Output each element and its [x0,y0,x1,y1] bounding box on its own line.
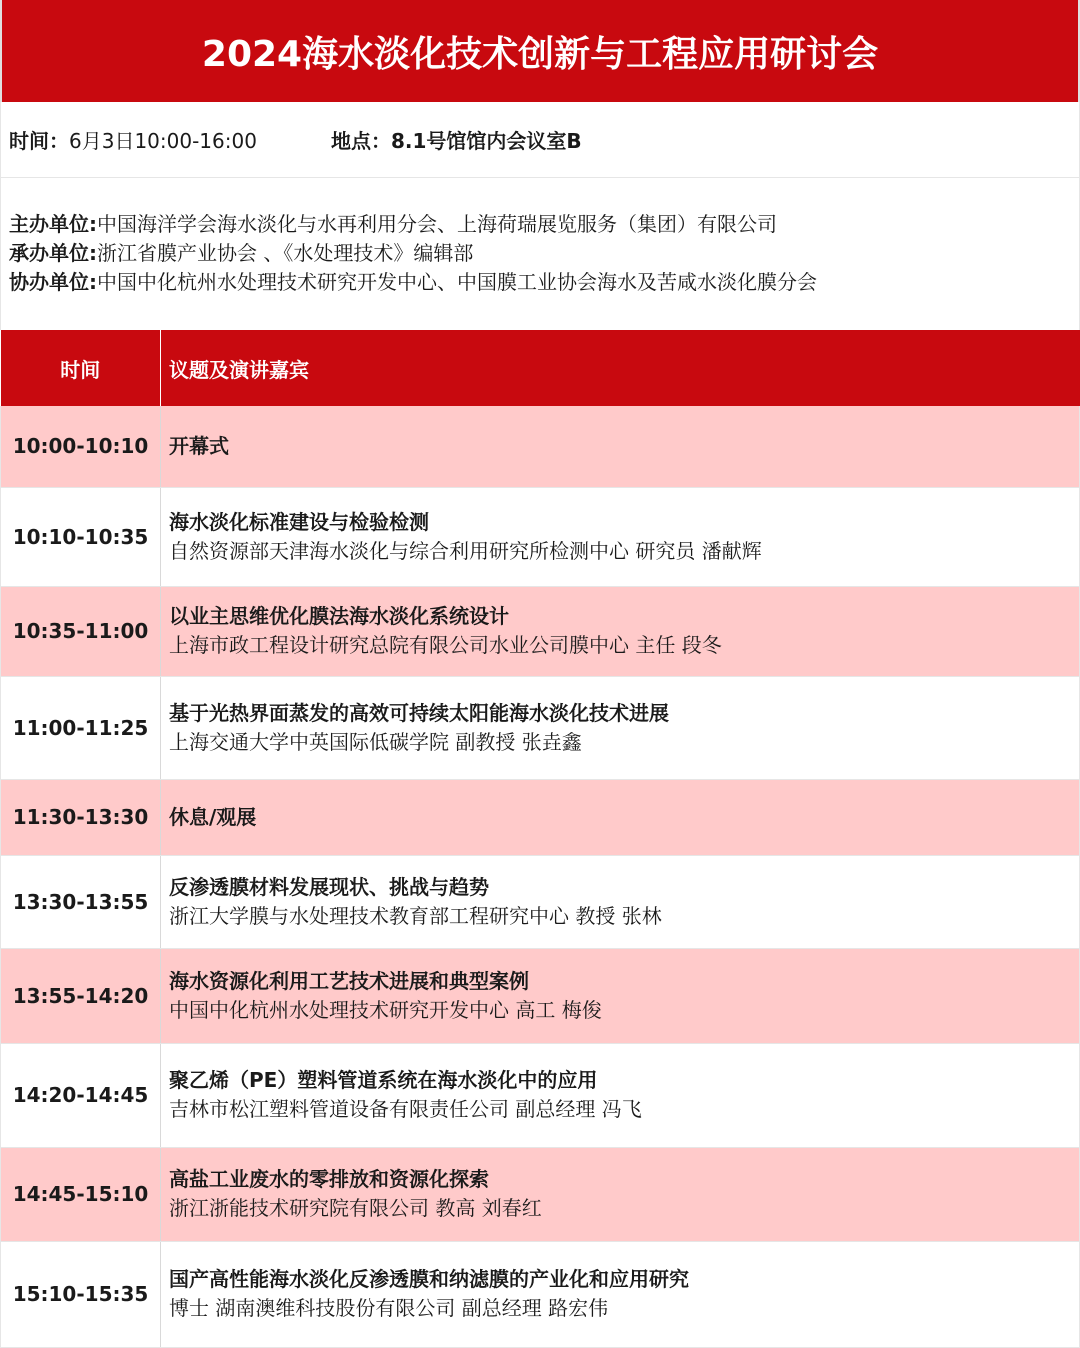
host-line [9,210,1079,239]
row-speaker: 自然资源部天津海水淡化与综合利用研究所检测中心 研究员 潘献辉 [169,538,762,563]
row-time: 11:00-11:25 [1,676,161,779]
event-time [9,125,331,154]
row-topic: 基于光热界面蒸发的高效可持续太阳能海水淡化技术进展 [169,700,669,725]
header-topic: 议题及演讲嘉宾 [169,357,309,382]
row-content [161,779,1080,855]
organizers-block [0,178,1080,330]
agenda-table [0,330,1080,1348]
row-time: 10:10-10:35 [1,487,161,586]
row-topic: 反渗透膜材料发展现状、挑战与趋势 [169,874,489,899]
row-time: 10:35-11:00 [1,586,161,676]
row-speaker: 吉林市松江塑料管道设备有限责任公司 副总经理 冯飞 [169,1097,642,1121]
table-row [1,487,1080,586]
co-organizer-line [9,268,1079,297]
table-row [1,1043,1080,1147]
row-content [161,1043,1080,1147]
row-time: 13:30-13:55 [1,855,161,948]
row-time: 10:00-10:10 [1,406,161,487]
row-content [161,676,1080,779]
row-content [161,586,1080,676]
table-row [1,1147,1080,1241]
venue-value: 8.1号馆馆内会议室B [391,129,582,153]
row-topic: 开幕式 [169,433,229,458]
row-content [161,1241,1080,1347]
row-time: 14:20-14:45 [1,1043,161,1147]
row-speaker: 博士 湖南澳维科技股份有限公司 副总经理 路宏伟 [169,1296,609,1320]
row-time: 11:30-13:30 [1,779,161,855]
time-value: 6月3日10:00-16:00 [69,129,257,153]
host-label: 主办单位: [9,212,97,236]
co-organizer-value: 中国中化杭州水处理技术研究开发中心、中国膜工业协会海水及苦咸水淡化膜分会 [97,270,817,294]
row-topic: 高盐工业废水的零排放和资源化探索 [169,1167,489,1191]
organizer-value: 浙江省膜产业协会 、《水处理技术》编辑部 [97,241,474,265]
event-venue [331,125,582,154]
table-row [1,1241,1080,1347]
table-row [1,779,1080,855]
row-speaker: 上海市政工程设计研究总院有限公司水业公司膜中心 主任 段冬 [169,633,722,657]
time-label: 时间： [9,129,69,153]
event-info-row [0,102,1080,178]
row-topic: 海水资源化利用工艺技术进展和典型案例 [169,968,529,993]
venue-label: 地点： [331,129,391,153]
host-value: 中国海洋学会海水淡化与水再利用分会、上海荷瑞展览服务（集团）有限公司 [97,212,777,236]
row-topic: 休息/观展 [169,804,257,829]
row-speaker: 浙江大学膜与水处理技术教育部工程研究中心 教授 张林 [169,903,662,928]
row-content [161,406,1080,487]
page-title: 2024海水淡化技术创新与工程应用研讨会 [0,0,1080,102]
row-topic: 以业主思维优化膜法海水淡化系统设计 [169,604,509,628]
organizer-label: 承办单位: [9,241,97,265]
row-content [161,855,1080,948]
row-speaker: 浙江浙能技术研究院有限公司 教高 刘春红 [169,1196,542,1220]
row-time: 15:10-15:35 [1,1241,161,1347]
row-content [161,1147,1080,1241]
row-time: 14:45-15:10 [1,1147,161,1241]
table-row [1,948,1080,1043]
row-speaker: 中国中化杭州水处理技术研究开发中心 高工 梅俊 [169,997,602,1022]
row-speaker: 上海交通大学中英国际低碳学院 副教授 张垚鑫 [169,729,582,754]
header-time: 时间 [1,330,161,406]
row-topic: 聚乙烯（PE）塑料管道系统在海水淡化中的应用 [169,1068,598,1092]
co-organizer-label: 协办单位: [9,270,97,294]
row-time: 13:55-14:20 [1,948,161,1043]
row-content [161,487,1080,586]
table-row [1,406,1080,487]
row-topic: 国产高性能海水淡化反渗透膜和纳滤膜的产业化和应用研究 [169,1267,689,1291]
row-content [161,948,1080,1043]
table-row [1,676,1080,779]
table-row [1,855,1080,948]
agenda-header-row [1,330,1080,406]
row-topic: 海水淡化标准建设与检验检测 [169,509,429,534]
table-row [1,586,1080,676]
organizer-line [9,239,1079,268]
